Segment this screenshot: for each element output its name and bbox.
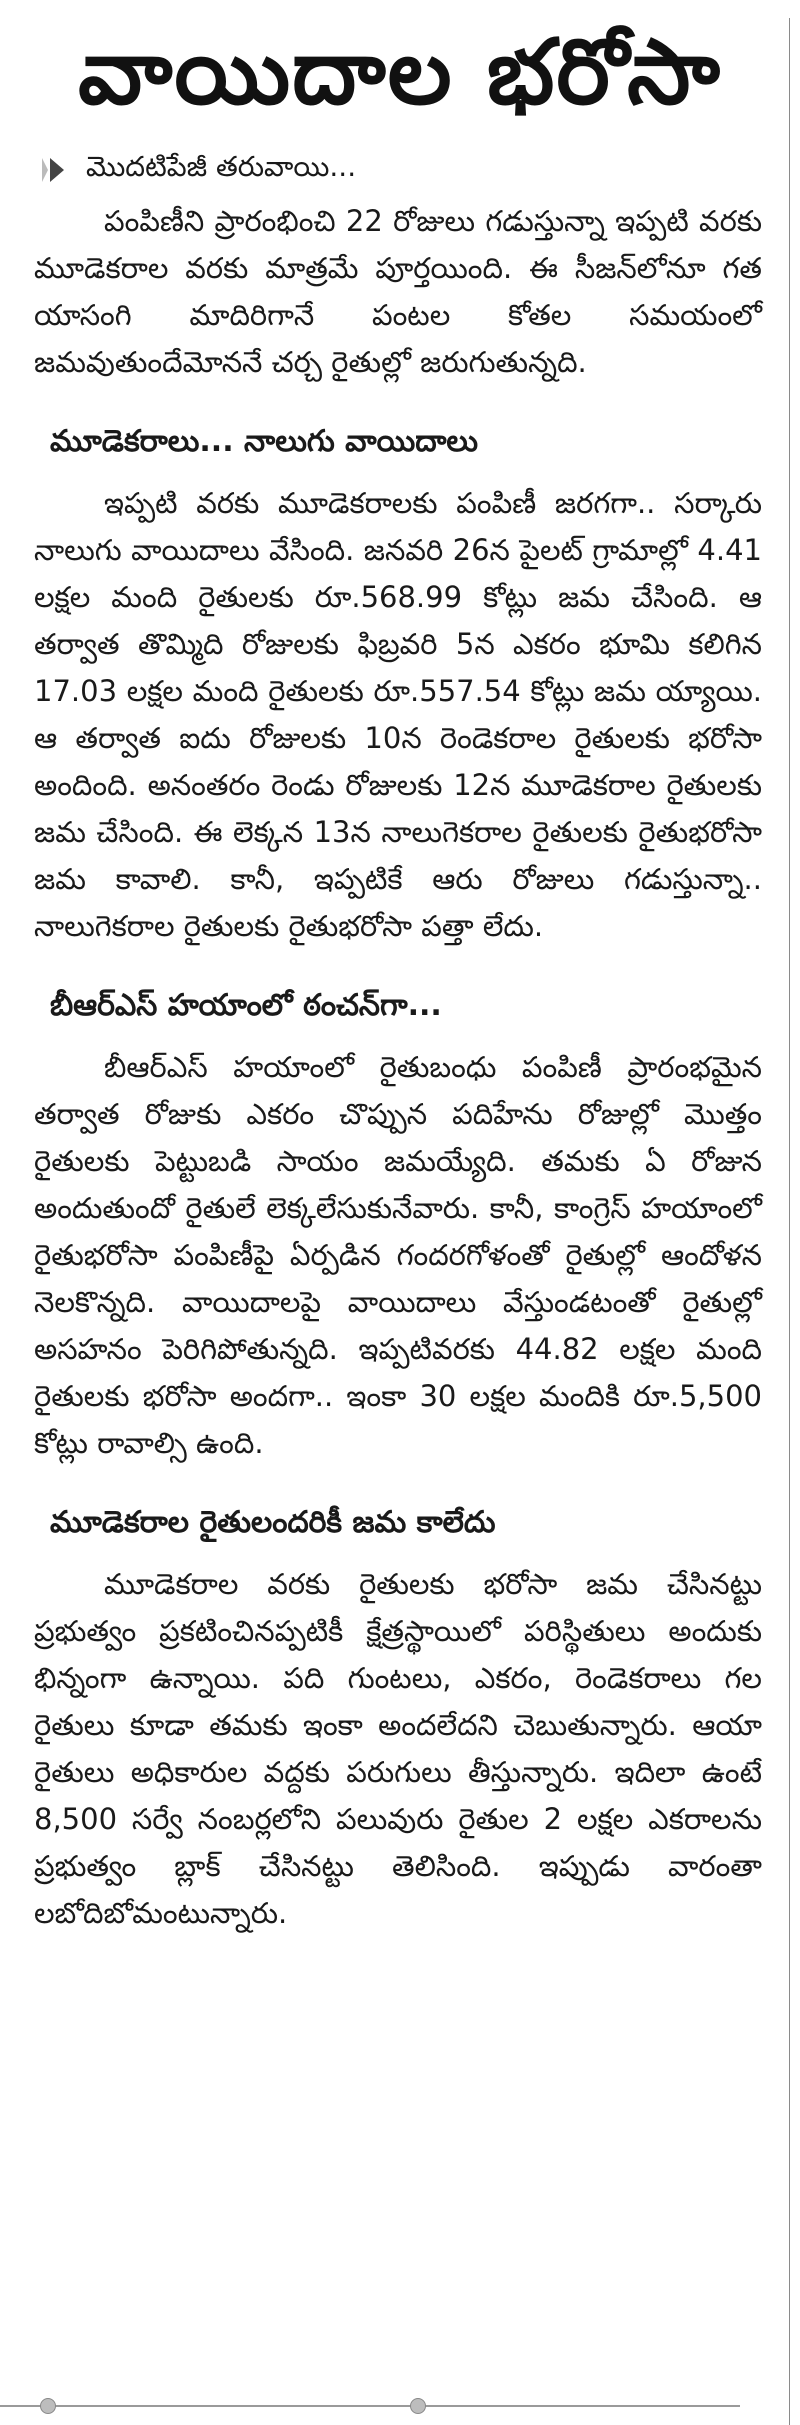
section-heading-2: బీఆర్ఎస్ హయాంలో ఠంచన్‌గా... [50, 988, 442, 1023]
section-paragraph-1: ఇప్పటి వరకు మూడెకరాలకు పంపిణీ జరగగా.. సర్కారు నాలుగు వాయిదాలు వేసింది. జనవరి 26న పైలట్ గ్రామాల్లో 4.41 లక్షల మంది రైతులకు రూ.568.99 కోట్లు జమ చేసింది. ఆ తర్వాత తొమ్మిది రోజులకు ఫిబ్రవరి 5న ఎకరం భూమి కలిగిన 17.03 లక్షల మంది రైతులకు రూ.557.54 కోట్లు జమ య్యాయి. ఆ తర్వాత ఐదు రోజులకు 10న రెండెకరాల రైతులకు భరోసా అందింది. అనంతరం రెండు రోజులకు 12న మూడెకరాల రైతులకు జమ చేసింది. ఈ లెక్కన 13న నాలుగెకరాల రైతులకు రైతుభరోసా జమ కావాలి. కానీ, ఇప్పటికే ఆరు రోజులు గడుస్తున్నా.. నాలుగెకరాల రైతులకు రైతుభరోసా పత్తా లేదు. [34, 486, 762, 943]
section-paragraph-2: బీఆర్ఎస్ హయాంలో రైతుబంధు పంపిణీ ప్రారంభమైన తర్వాత రోజుకు ఎకరం చొప్పున పదిహేను రోజుల్లో మొత్తం రైతులకు పెట్టుబడి సాయం జమయ్యేది. తమకు ఏ రోజున అందుతుందో రైతులే లెక్కలేసుకునేవారు. కానీ, కాంగ్రెస్ హయాంలో రైతుభరోసా పంపిణీపై ఏర్పడిన గందరగోళంతో రైతుల్లో ఆందోళన నెలకొన్నది. వాయిదాలపై వాయిదాలు వేస్తుండటంతో రైతుల్లో అసహనం పెరిగిపోతున్నది. ఇప్పటివరకు 44.82 లక్షల మంది రైతులకు భరోసా అందగా.. ఇంకా 30 లక్షల మందికి రూ.5,500 కోట్లు రావాల్సి ఉంది. [34, 1050, 762, 1460]
footer-dot [40, 2398, 56, 2414]
headline: వాయిదాల భరోసా [78, 20, 722, 125]
arrow-right-icon [50, 158, 64, 182]
footer-dot [410, 2398, 426, 2414]
section-paragraph-3: మూడెకరాల వరకు రైతులకు భరోసా జమ చేసినట్టు ప్రభుత్వం ప్రకటించినప్పటికీ క్షేత్రస్థాయిలో పరిస్థితులు అందుకు భిన్నంగా ఉన్నాయి. పది గుంటలు, ఎకరం, రెండెకరాలు గల రైతులు కూడా తమకు ఇంకా అందలేదని చెబుతున్నారు. ఆయా రైతులు అధికారుల వద్దకు పరుగులు తీస్తున్నారు. ఇదిలా ఉంటే 8,500 సర్వే నంబర్లలోని పలువురు రైతుల 2 లక్షల ఎకరాలను ప్రభుత్వం బ్లాక్ చేసినట్టు తెలిసింది. ఇప్పుడు వారంతా లబోదిబోమంటున్నారు. [34, 1567, 762, 1930]
article-frame [0, 18, 790, 2425]
section-heading-3: మూడెకరాల రైతులందరికీ జమ కాలేదు [50, 1505, 496, 1540]
intro-paragraph: పంపిణీని ప్రారంభించి 22 రోజులు గడుస్తున్నా ఇప్పటి వరకు మూడెకరాల వరకు మాత్రమే పూర్తయింది. ఈ సీజన్‌లోనూ గత యాసంగి మాదిరిగానే పంటల కోతల సమయంలో జమవుతుందేమోననే చర్చ రైతుల్లో జరుగుతున్నది. [34, 204, 762, 379]
section-heading-1: మూడెకరాలు... నాలుగు వాయిదాలు [50, 424, 479, 459]
continued-label: మొదటిపేజీ తరువాయి... [86, 150, 357, 183]
footer-rule [0, 2396, 800, 2416]
